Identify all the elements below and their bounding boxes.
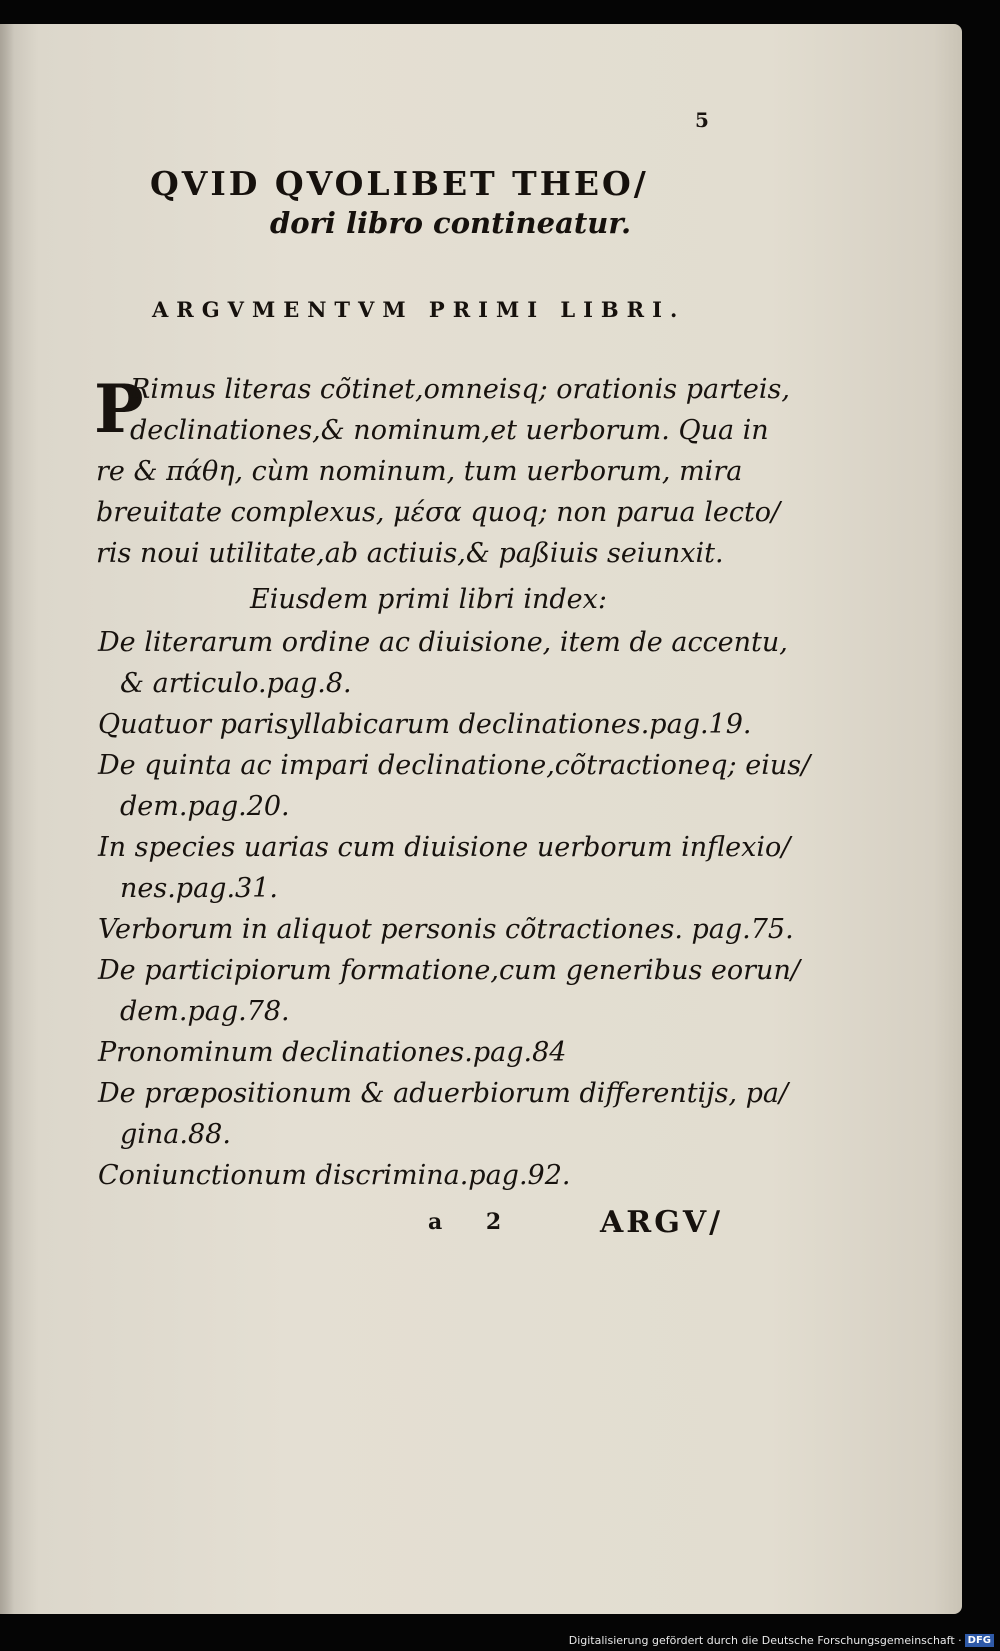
index-line: dem.pag.20. — [120, 791, 290, 822]
signature-mark: a 2 — [428, 1209, 520, 1235]
page-title-line1: QVID QVOLIBET THEO/ — [150, 164, 649, 203]
index-line: De participiorum formatione,cum generibus eorun/ — [98, 955, 800, 986]
index-line: Quatuor parisyllabicarum declinationes.pag.19. — [98, 709, 752, 740]
index-line: gina.88. — [120, 1119, 231, 1150]
folio-number: 5 — [695, 108, 709, 132]
paragraph-line: Rimus literas cõtinet,omneisq; orationis parteis, — [130, 374, 790, 405]
argument-paragraph — [96, 369, 790, 574]
catchword: ARGV/ — [600, 1205, 724, 1240]
index-list — [98, 622, 811, 1196]
footer-text: Digitalisierung gefördert durch die Deutsche Forschungsgemeinschaft · — [568, 1634, 962, 1647]
index-title: Eiusdem primi libri index: — [250, 584, 607, 615]
index-line: Pronominum declinationes.pag.84 — [98, 1037, 567, 1068]
index-line: De præpositionum & aduerbiorum differentijs, pa/ — [98, 1078, 789, 1109]
index-line: De quinta ac impari declinatione,cõtractioneq; eius/ — [98, 750, 811, 781]
drop-capital: P — [94, 370, 144, 448]
dfg-logo: DFG — [965, 1634, 994, 1647]
index-line: dem.pag.78. — [120, 996, 290, 1027]
argument-heading: ARGVMENTVM PRIMI LIBRI. — [152, 297, 686, 322]
paragraph-line: declinationes,& nominum,et uerborum. Qua in — [130, 415, 769, 446]
index-line: Coniunctionum discrimina.pag.92. — [98, 1160, 571, 1191]
paragraph-line: breuitate complexus, μέσα quoq; non parua lecto/ — [96, 497, 781, 528]
index-line: De literarum ordine ac diuisione, item de accentu, — [98, 627, 788, 658]
paragraph-line: re & πάθη, cùm nominum, tum uerborum, mira — [96, 456, 743, 487]
paragraph-line: ris noui utilitate,ab actiuis,& paßiuis seiunxit. — [96, 538, 724, 569]
index-line: In species uarias cum diuisione uerborum inflexio/ — [98, 832, 791, 863]
footer-credit — [569, 1634, 994, 1647]
index-line: nes.pag.31. — [120, 873, 278, 904]
book-page — [0, 24, 962, 1614]
index-line: Verborum in aliquot personis cõtractiones. pag.75. — [98, 914, 794, 945]
index-line: & articulo.pag.8. — [120, 668, 352, 699]
page-title-line2: dori libro contineatur. — [270, 206, 632, 240]
